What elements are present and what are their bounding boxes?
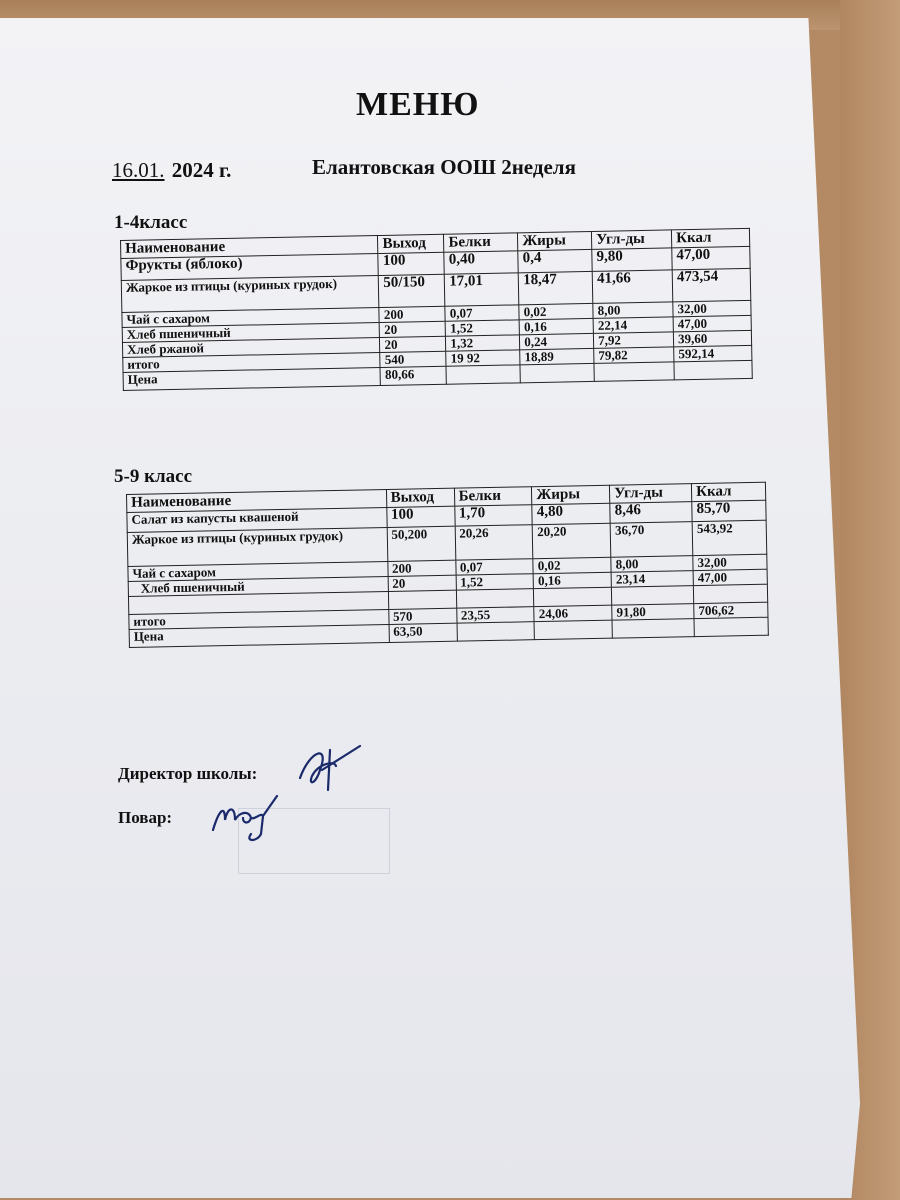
dish-out: 20 <box>380 321 446 337</box>
dish-protein: 0,07 <box>455 559 533 575</box>
director-label: Директор школы: <box>118 764 258 783</box>
col-header-kcal: Ккал <box>671 228 749 247</box>
dish-out: 20 <box>380 336 446 352</box>
col-header-out: Выход <box>386 488 454 507</box>
dish-carbs: 22,14 <box>593 317 673 334</box>
price-value: 63,50 <box>389 623 457 642</box>
col-header-kcal: Ккал <box>692 482 766 501</box>
dish-carbs: 23,14 <box>611 571 693 588</box>
price-label: Цена <box>123 368 381 391</box>
dish-kcal: 32,00 <box>673 300 751 316</box>
menu-table-5-9 <box>126 482 769 648</box>
dish-protein: 0,07 <box>445 305 519 321</box>
col-header-protein: Белки <box>454 487 532 506</box>
col-header-carbs: Угл-ды <box>610 484 692 504</box>
total-kcal: 706,62 <box>694 602 768 618</box>
section-heading-5-9: 5-9 класс <box>114 466 193 487</box>
school-name: Елантовская ООШ 2неделя <box>312 155 576 179</box>
dish-fat: 4,80 <box>532 503 610 524</box>
dish-protein: 17,01 <box>445 273 519 306</box>
dish-fat: 0,02 <box>533 557 611 573</box>
dish-fat <box>534 587 612 606</box>
col-header-carbs: Угл-ды <box>592 230 672 250</box>
dish-out: 100 <box>386 506 454 527</box>
price-value: 80,66 <box>380 366 446 385</box>
total-protein: 23,55 <box>456 607 534 623</box>
dish-name: Жаркое из птицы (куриных грудок) <box>121 276 379 313</box>
dish-kcal: 473,54 <box>672 268 751 301</box>
dish-protein: 0,40 <box>444 251 518 274</box>
date-year: 2024 г. <box>166 158 232 182</box>
total-kcal: 592,14 <box>674 345 752 361</box>
total-carbs: 79,82 <box>594 347 674 364</box>
dish-kcal: 32,00 <box>693 554 767 570</box>
dish-carbs: 8,00 <box>593 302 673 319</box>
total-carbs: 91,80 <box>612 604 694 621</box>
date-day: 16.01. <box>112 158 165 182</box>
dish-fat: 0,16 <box>519 318 593 334</box>
dish-out <box>388 590 456 609</box>
page-title: МЕНЮ <box>356 86 480 123</box>
dish-protein: 1,70 <box>454 505 532 526</box>
dish-fat: 0,02 <box>519 303 593 319</box>
dish-name: Хлеб пшеничный <box>128 576 388 596</box>
total-label: итого <box>123 353 381 373</box>
dish-carbs: 9,80 <box>592 248 672 272</box>
dish-kcal: 47,00 <box>673 315 751 331</box>
dish-name: Чай с сахаром <box>128 561 388 581</box>
col-header-fat: Жиры <box>532 485 610 504</box>
dish-carbs: 7,92 <box>594 332 674 349</box>
menu-table-1-4 <box>120 228 753 391</box>
col-header-protein: Белки <box>444 233 518 252</box>
dish-fat: 0,24 <box>520 333 594 349</box>
total-out: 540 <box>380 351 446 367</box>
dish-protein: 1,32 <box>446 335 520 351</box>
cook-label: Повар: <box>118 808 173 827</box>
dish-carbs <box>612 586 694 606</box>
dish-kcal: 39,60 <box>673 330 751 346</box>
price-label: Цена <box>129 624 389 647</box>
dish-kcal <box>693 584 767 603</box>
col-header-fat: Жиры <box>518 231 592 250</box>
director-signature <box>290 740 370 800</box>
dish-carbs: 8,46 <box>610 502 692 524</box>
col-header-name: Наименование <box>127 490 387 513</box>
total-fat: 24,06 <box>534 605 612 621</box>
dish-out: 50,200 <box>387 526 456 561</box>
dish-out: 20 <box>388 575 456 591</box>
dish-name: Салат из капусты квашеной <box>127 508 387 533</box>
dish-kcal: 47,00 <box>693 569 767 585</box>
total-fat: 18,89 <box>520 348 594 364</box>
dish-fat: 0,16 <box>533 572 611 588</box>
dish-fat: 18,47 <box>518 271 593 304</box>
dish-carbs: 36,70 <box>610 522 693 558</box>
dish-out: 100 <box>378 252 444 275</box>
section-heading-1-4: 1-4класс <box>114 212 188 233</box>
dish-name: Жаркое из птицы (куриных грудок) <box>127 528 387 567</box>
total-label: итого <box>129 609 389 629</box>
dish-name: Чай с сахаром <box>122 308 380 328</box>
dish-name: Хлеб пшеничный <box>122 323 380 343</box>
menu-date <box>110 158 231 183</box>
total-protein: 19 92 <box>446 350 520 366</box>
dish-kcal: 543,92 <box>692 520 767 555</box>
dish-carbs: 41,66 <box>592 270 673 304</box>
dish-protein <box>456 589 534 608</box>
col-header-out: Выход <box>378 234 444 253</box>
dish-protein: 1,52 <box>456 574 534 590</box>
total-out: 570 <box>388 608 456 624</box>
dish-carbs: 8,00 <box>611 556 693 573</box>
dish-kcal: 85,70 <box>692 500 766 521</box>
dish-kcal: 47,00 <box>672 246 750 269</box>
dish-name: Фрукты (яблоко) <box>121 254 379 281</box>
dish-fat: 0,4 <box>518 249 592 272</box>
col-header-name: Наименование <box>121 236 379 259</box>
dish-fat: 20,20 <box>533 523 612 558</box>
faded-stamp <box>238 808 390 874</box>
dish-out: 200 <box>379 306 445 322</box>
dish-protein: 1,52 <box>445 320 519 336</box>
dish-name: Хлеб ржаной <box>122 338 380 358</box>
dish-out: 50/150 <box>379 274 446 307</box>
dish-protein: 20,26 <box>455 525 533 560</box>
dish-out: 200 <box>387 560 455 576</box>
